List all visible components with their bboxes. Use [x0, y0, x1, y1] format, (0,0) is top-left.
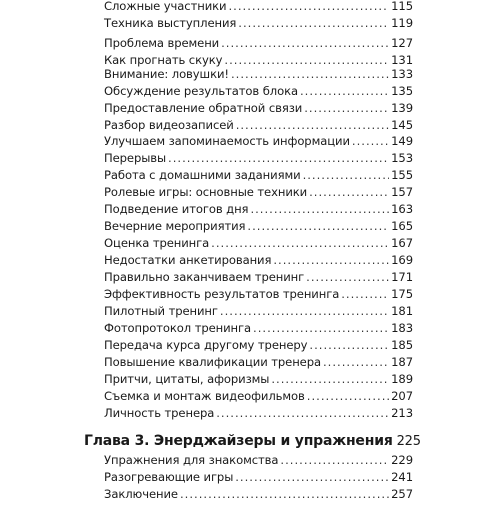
dot-leader [247, 219, 389, 233]
dot-leader [309, 185, 389, 199]
dot-leader [271, 372, 389, 386]
dot-leader [236, 118, 389, 132]
dot-leader [323, 355, 389, 369]
dot-leader [221, 36, 389, 50]
dot-leader [211, 236, 389, 250]
toc-entry-page: 165 [391, 219, 413, 233]
toc-entry-title: Фотопротокол тренинга [104, 321, 252, 335]
toc-entry-page: 127 [391, 36, 413, 50]
toc-entry-title: Недостатки анкетирования [104, 253, 272, 267]
toc-entry-title: Личность тренера [104, 406, 215, 420]
toc-entry-page: 135 [391, 84, 413, 98]
toc-entry-title: Подведение итогов дня [104, 202, 249, 216]
toc-entry-page: 149 [391, 134, 413, 148]
dot-leader [273, 253, 389, 267]
toc-entry [104, 16, 413, 38]
toc-entry-title: Съемка и монтаж видеофильмов [104, 389, 305, 403]
dot-leader [235, 470, 389, 484]
toc-entry-title: Проблема времени [104, 36, 220, 50]
toc-entry-title: Вечерние мероприятия [104, 219, 246, 233]
toc-entry-page: 189 [391, 372, 413, 386]
toc-entry [104, 487, 413, 509]
toc-entry-page: 139 [391, 101, 413, 115]
dot-leader [341, 287, 389, 301]
toc-entry-page: 119 [391, 15, 413, 30]
dot-leader [304, 101, 389, 115]
toc-entry-title: Притчи, цитаты, афоризмы [104, 372, 270, 386]
toc-entry-page: 145 [391, 118, 413, 132]
toc-entry-title: Оценка тренинга [104, 236, 210, 250]
toc-entry-page: 171 [391, 270, 413, 284]
dot-leader [250, 202, 389, 216]
toc-entry-title: Правильно заканчиваем тренинг [104, 270, 305, 284]
dot-leader [216, 406, 389, 420]
toc-entry-title: Пилотный тренинг [104, 304, 218, 318]
dot-leader [231, 67, 389, 81]
toc-entry-title: Обсуждение результатов блока [104, 84, 298, 98]
toc-entry-page: 213 [391, 406, 413, 420]
dot-leader [309, 338, 389, 352]
dot-leader [180, 487, 389, 501]
toc-entry-page: 167 [391, 236, 413, 250]
toc-entry-page: 185 [391, 338, 413, 352]
toc-entry-page: 257 [391, 487, 413, 501]
dot-leader [352, 134, 389, 148]
toc-entry-title: Упражнения для знакомства [104, 453, 279, 467]
toc-entry-page: 241 [391, 470, 413, 484]
toc-entry-page: 133 [391, 67, 413, 81]
toc-entry-title: Передача курса другому тренеру [104, 338, 308, 352]
toc-entry-title: Разогревающие игры [104, 470, 234, 484]
dot-leader [168, 151, 389, 165]
toc-entry-page: 115 [391, 0, 413, 13]
toc-entry-title: Заключение [104, 487, 178, 501]
toc-entry-page: 131 [391, 53, 413, 67]
toc-entry-page: 183 [391, 321, 413, 335]
dot-leader [224, 53, 389, 67]
toc-entry-page: 157 [391, 185, 413, 199]
toc-entry-title: Эффективность результатов тренинга [104, 287, 340, 301]
toc-entry-title: Техника выступления [104, 15, 237, 30]
toc-entry-page: 175 [391, 287, 413, 301]
dot-leader [307, 389, 389, 403]
dot-leader [229, 0, 390, 13]
toc-entry-page: 155 [391, 168, 413, 182]
toc-entry-page: 153 [391, 151, 413, 165]
toc-entry-title: Работа с домашними заданиями [104, 168, 301, 182]
toc-entry-title: Сложные участники [104, 0, 227, 13]
toc-entry-page: 207 [391, 389, 413, 403]
toc-entry-title: Ролевые игры: основные техники [104, 185, 308, 199]
toc-entry-page: 163 [391, 202, 413, 216]
toc-entry-page: 187 [391, 355, 413, 369]
toc-entry-page: 181 [391, 304, 413, 318]
toc-chapter-title: Глава 3. Энерджайзеры и упражнения [84, 433, 393, 449]
dot-leader [238, 16, 389, 30]
toc-entry-title: Внимание: ловушки! [104, 67, 229, 81]
toc-entry-title: Перерывы [104, 151, 167, 165]
dot-leader [306, 270, 389, 284]
dot-leader [220, 304, 389, 318]
toc-entry-title: Предоставление обратной связи [104, 101, 303, 115]
toc-entry-page: 169 [391, 253, 413, 267]
toc-entry-title: Разбор видеозаписей [104, 118, 234, 132]
toc-entry-title: Как прогнать скуку [104, 53, 223, 67]
toc-entry-title: Улучшаем запоминаемость информации [104, 134, 350, 148]
toc-entry [104, 406, 413, 428]
toc-entry-title: Повышение квалификации тренера [104, 355, 321, 369]
toc-entry-page: 229 [391, 453, 413, 467]
dot-leader [253, 321, 389, 335]
toc-chapter-page: 225 [396, 434, 421, 449]
dot-leader [280, 453, 389, 467]
dot-leader [303, 168, 390, 182]
dot-leader [300, 84, 389, 98]
